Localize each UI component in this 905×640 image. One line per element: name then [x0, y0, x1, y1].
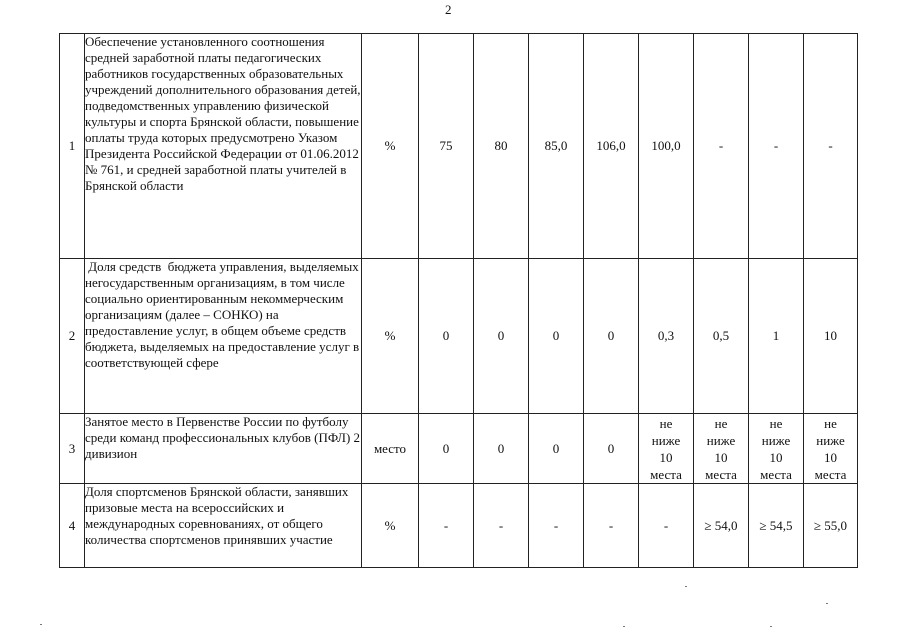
indicator-description: Доля средств бюджета управления, выделяемых негосударственным организациям, в том числе социально ориентированным некоммерческим организациям (далее – СОНКО) на предоставление услуг, в общем объеме средств бюджета, выделяемых на предоставление услуг в соответствующей сфере	[85, 259, 362, 414]
indicator-description: Обеспечение установленного соотношения средней заработной платы педагогических работников государственных образовательных учреждений дополнительного образования детей, подведомственных управлению физической культуры и спорта Брянской области, повышение оплаты труда которых предусмотрено Указом Президента Российской Федерации от 01.06.2012 № 761, и средней заработной платы учителей в Брянской области	[85, 34, 362, 259]
table-row	[60, 34, 858, 259]
value-text: не ниже 10 места	[760, 415, 792, 482]
unit-cell: %	[362, 34, 419, 259]
unit-cell: %	[362, 484, 419, 568]
scan-speck	[826, 603, 828, 604]
value-cell: 0	[419, 259, 474, 414]
row-number: 3	[60, 414, 85, 484]
value-cell: 1	[749, 259, 804, 414]
value-cell: -	[804, 34, 858, 259]
page-number: 2	[445, 2, 452, 17]
scan-speck	[685, 586, 687, 587]
value-cell: -	[529, 484, 584, 568]
table-row	[60, 414, 858, 484]
value-cell: 80	[474, 34, 529, 259]
value-cell: 0	[584, 414, 639, 484]
value-cell: -	[419, 484, 474, 568]
value-text: не ниже 10 места	[650, 415, 682, 482]
value-cell: ≥ 55,0	[804, 484, 858, 568]
value-cell: 0	[529, 414, 584, 484]
unit-cell: место	[362, 414, 419, 484]
value-cell: 0	[584, 259, 639, 414]
indicator-description: Доля спортсменов Брянской области, занявших призовые места на всероссийских и международных соревнованиях, от общего количества спортсменов принявших участие	[85, 484, 362, 568]
value-cell	[694, 414, 749, 484]
table-row	[60, 484, 858, 568]
value-cell: 0	[474, 414, 529, 484]
unit-cell: %	[362, 259, 419, 414]
value-cell: 0	[474, 259, 529, 414]
indicators-table	[59, 33, 858, 568]
value-cell: 0,3	[639, 259, 694, 414]
value-cell: 0	[529, 259, 584, 414]
value-cell: -	[694, 34, 749, 259]
scan-speck	[623, 626, 625, 627]
value-cell: 0	[419, 414, 474, 484]
table-row	[60, 259, 858, 414]
value-cell: 75	[419, 34, 474, 259]
value-cell: -	[474, 484, 529, 568]
value-cell: ≥ 54,0	[694, 484, 749, 568]
indicator-description: Занятое место в Первенстве России по футболу среди команд профессиональных клубов (ПФЛ) 2 дивизион	[85, 414, 362, 484]
value-cell: -	[749, 34, 804, 259]
row-number: 2	[60, 259, 85, 414]
value-cell: 85,0	[529, 34, 584, 259]
value-cell	[804, 414, 858, 484]
value-cell	[749, 414, 804, 484]
row-number: 1	[60, 34, 85, 259]
value-cell: 10	[804, 259, 858, 414]
value-cell: 106,0	[584, 34, 639, 259]
value-cell: 0,5	[694, 259, 749, 414]
value-cell	[639, 414, 694, 484]
value-cell: 100,0	[639, 34, 694, 259]
value-text: не ниже 10 места	[814, 415, 847, 482]
value-cell: -	[639, 484, 694, 568]
value-cell: ≥ 54,5	[749, 484, 804, 568]
row-number: 4	[60, 484, 85, 568]
scan-speck	[770, 626, 772, 627]
value-text: не ниже 10 места	[705, 415, 737, 482]
value-cell: -	[584, 484, 639, 568]
scan-speck	[40, 624, 42, 625]
